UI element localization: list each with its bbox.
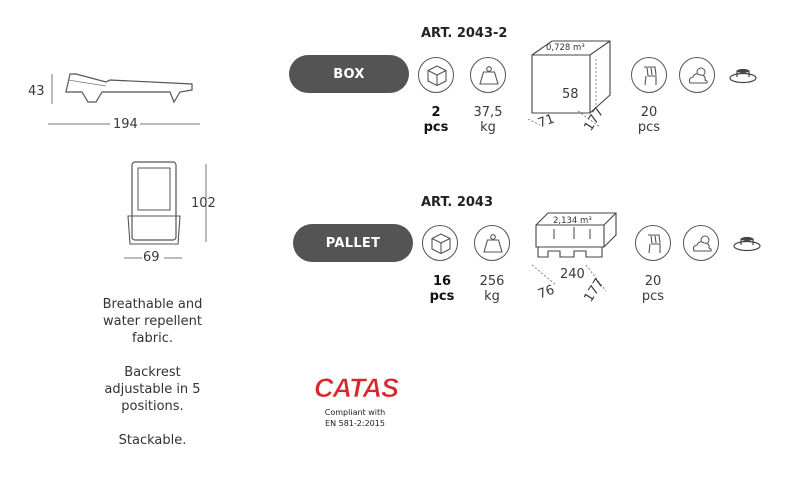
cert-line: EN 581-2:2015 (325, 419, 385, 428)
pallet-stack-count: 20 pcs (641, 274, 665, 304)
stack-chairs-icon (631, 57, 667, 93)
cube-icon (422, 225, 458, 261)
depth-dimension: 102 (191, 196, 216, 211)
weather-icon (679, 57, 715, 93)
pallet-button[interactable]: PALLET (293, 224, 413, 262)
description-line: Backrest (124, 365, 181, 380)
catas-logo (311, 372, 401, 402)
width-dimension: 69 (143, 250, 160, 265)
description-line: Breathable and (102, 297, 203, 312)
description-line: positions. (121, 399, 184, 414)
box-weight: 37,5 kg (473, 105, 503, 135)
foot-cap-icon (732, 231, 762, 255)
box-stack-count: 20 pcs (637, 105, 661, 135)
box-width-dimension: 71 (535, 111, 557, 132)
box-volume: 0,728 m³ (546, 43, 585, 53)
description-line: adjustable in 5 (104, 382, 201, 397)
svg-text:CATAS: CATAS (314, 373, 398, 402)
description (90, 296, 215, 449)
pallet-depth-dimension: 177 (581, 275, 608, 306)
pallet-volume: 2,134 m³ (553, 216, 592, 226)
height-dimension: 43 (28, 84, 45, 99)
pallet-quantity: 16 pcs (429, 274, 455, 304)
pallet-height-dimension: 240 (560, 267, 585, 282)
weight-icon (470, 57, 506, 93)
cert-line: Compliant with (324, 408, 386, 417)
box-button[interactable]: BOX (289, 55, 409, 93)
box-depth-dimension: 177 (581, 104, 608, 135)
box-quantity: 2 pcs (423, 105, 449, 135)
weight-icon (474, 225, 510, 261)
stack-chairs-icon (635, 225, 671, 261)
description-line: Stackable. (118, 433, 187, 448)
length-dimension: 194 (113, 117, 138, 132)
box-height-dimension: 58 (562, 87, 579, 102)
pallet-weight: 256 kg (479, 274, 505, 304)
lounger-top-drawing (120, 158, 220, 268)
cube-icon (418, 57, 454, 93)
box-article-number: ART. 2043-2 (421, 26, 508, 41)
pallet-article-number: ART. 2043 (421, 195, 494, 210)
foot-cap-icon (728, 63, 758, 87)
description-line: fabric. (131, 331, 174, 346)
pallet-width-dimension: 76 (535, 282, 557, 303)
description-line: water repellent (102, 314, 203, 329)
weather-icon (683, 225, 719, 261)
